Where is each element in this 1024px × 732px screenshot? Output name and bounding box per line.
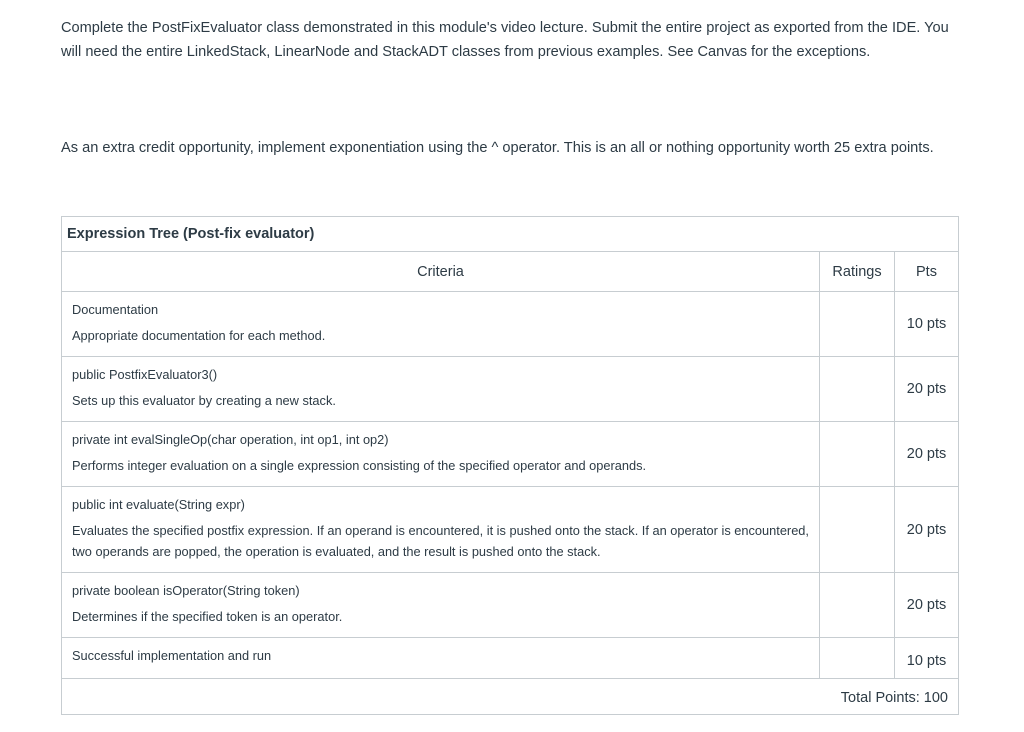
criterion-description: Performs integer evaluation on a single expression consisting of the specified operator and operands. bbox=[72, 458, 647, 473]
criterion-title: public int evaluate(String expr) bbox=[72, 497, 245, 512]
criterion-points: 10 pts bbox=[906, 653, 947, 669]
rubric-table bbox=[61, 216, 959, 715]
criterion-row bbox=[62, 422, 958, 487]
ratings-cell bbox=[820, 422, 895, 486]
criterion-points: 20 pts bbox=[906, 597, 947, 613]
criterion-points: 20 pts bbox=[906, 521, 947, 538]
criterion-row bbox=[62, 638, 958, 679]
criterion-row bbox=[62, 292, 958, 357]
rubric-header-row bbox=[62, 252, 958, 292]
criterion-description: Evaluates the specified postfix expression. If an operand is encountered, it is pushed onto the stack. If an operator is encountered, two operands are popped, the operation is evaluated, and the result is pushed onto the stack. bbox=[72, 523, 809, 559]
criterion-title: private int evalSingleOp(char operation, int op1, int op2) bbox=[72, 432, 389, 447]
pts-header: Pts bbox=[916, 263, 937, 280]
ratings-cell bbox=[820, 573, 895, 637]
criterion-title: public PostfixEvaluator3() bbox=[72, 367, 218, 382]
assignment-description: Complete the PostFixEvaluator class demonstrated in this module's video lecture. Submit the entire project as exported from the IDE. You will need the entire LinkedStack, LinearNode and StackADT classes from previous examples. See Canvas for the exceptions. bbox=[61, 20, 949, 60]
criterion-title: private boolean isOperator(String token) bbox=[72, 583, 300, 598]
ratings-cell bbox=[820, 638, 895, 678]
criterion-description: Determines if the specified token is an operator. bbox=[72, 609, 343, 624]
ratings-cell bbox=[820, 292, 895, 356]
criterion-description: Sets up this evaluator by creating a new stack. bbox=[72, 393, 336, 408]
ratings-cell bbox=[820, 357, 895, 421]
criterion-row bbox=[62, 487, 958, 573]
ratings-cell bbox=[820, 487, 895, 572]
extra-credit-note: As an extra credit opportunity, implement exponentiation using the ^ operator. This is an all or nothing opportunity worth 25 extra points. bbox=[61, 140, 934, 156]
criterion-description: Appropriate documentation for each method. bbox=[72, 328, 326, 343]
criteria-header: Criteria bbox=[62, 252, 820, 291]
criterion-points: 20 pts bbox=[906, 381, 947, 397]
criterion-title: Successful implementation and run bbox=[72, 648, 272, 663]
criterion-points: 10 pts bbox=[906, 316, 947, 332]
total-points: Total Points: 100 bbox=[840, 689, 948, 706]
criterion-row bbox=[62, 573, 958, 638]
criterion-row bbox=[62, 357, 958, 422]
ratings-header: Ratings bbox=[820, 252, 895, 291]
rubric-title: Expression Tree (Post-fix evaluator) bbox=[62, 217, 958, 252]
criterion-points: 20 pts bbox=[906, 446, 947, 462]
criterion-title: Documentation bbox=[72, 302, 159, 317]
